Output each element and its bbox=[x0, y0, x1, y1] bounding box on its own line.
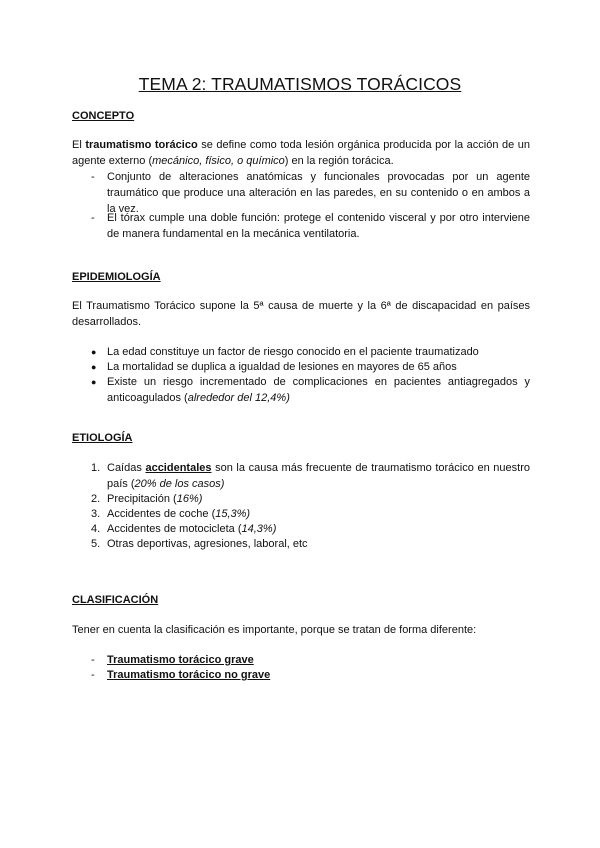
clasificacion-item-grave: Traumatismo torácico grave bbox=[107, 654, 254, 666]
epidemiologia-bullet-3: Existe un riesgo incrementado de complicaciones en pacientes antiagregados y anticoagulados (alrededor del 12,4%) bbox=[107, 376, 530, 404]
bullet-dot: ● bbox=[91, 347, 97, 357]
epidemiologia-bullet-1: La edad constituye un factor de riesgo conocido en el paciente traumatizado bbox=[107, 346, 479, 358]
list-number: 3. bbox=[91, 508, 101, 520]
clasificacion-heading: CLASIFICACIÓN bbox=[72, 594, 159, 606]
bullet-dot: ● bbox=[91, 362, 97, 372]
list-number: 5. bbox=[91, 538, 101, 550]
dash-marker: - bbox=[91, 212, 95, 224]
dash-marker: - bbox=[91, 654, 95, 666]
epidemiologia-bullet-2: La mortalidad se duplica a igualdad de lesiones en mayores de 65 años bbox=[107, 361, 457, 373]
etiologia-item-4: Accidentes de motocicleta (14,3%) bbox=[107, 523, 277, 535]
etiologia-item-5: Otras deportivas, agresiones, laboral, etc bbox=[107, 538, 308, 550]
clasificacion-intro: Tener en cuenta la clasificación es importante, porque se tratan de forma diferente: bbox=[72, 624, 477, 636]
concepto-bullet-1: Conjunto de alteraciones anatómicas y funcionales provocadas por un agente traumático que produce una alteración en las paredes, en su contenido o en ambos a la vez. bbox=[107, 171, 530, 215]
bullet-dot: ● bbox=[91, 377, 97, 387]
dash-marker: - bbox=[91, 669, 95, 681]
clasificacion-item-no-grave: Traumatismo torácico no grave bbox=[107, 669, 271, 681]
page-title: TEMA 2: TRAUMATISMOS TORÁCICOS bbox=[138, 74, 462, 94]
etiologia-item-2: Precipitación (16%) bbox=[107, 493, 203, 505]
epidemiologia-heading: EPIDEMIOLOGÍA bbox=[72, 271, 161, 283]
list-number: 2. bbox=[91, 493, 101, 505]
dash-marker: - bbox=[91, 171, 95, 183]
epidemiologia-intro: El Traumatismo Torácico supone la 5ª causa de muerte y la 6ª de discapacidad en países desarrollados. bbox=[72, 300, 530, 328]
concepto-heading: CONCEPTO bbox=[72, 110, 135, 122]
etiologia-item-1: Caídas accidentales son la causa más frecuente de traumatismo torácico en nuestro país (20% de los casos) bbox=[107, 462, 530, 490]
concepto-bullet-2: El tórax cumple una doble función: protege el contenido visceral y por otro interviene de manera fundamental en la mecánica ventilatoria. bbox=[107, 212, 530, 240]
list-number: 4. bbox=[91, 523, 101, 535]
list-number: 1. bbox=[91, 462, 101, 474]
etiologia-item-3: Accidentes de coche (15,3%) bbox=[107, 508, 251, 520]
concepto-intro: El traumatismo torácico se define como toda lesión orgánica producida por la acción de un agente externo (mecánico, físico, o químico) en la región torácica. bbox=[72, 139, 531, 167]
etiologia-heading: ETIOLOGÍA bbox=[72, 432, 133, 444]
